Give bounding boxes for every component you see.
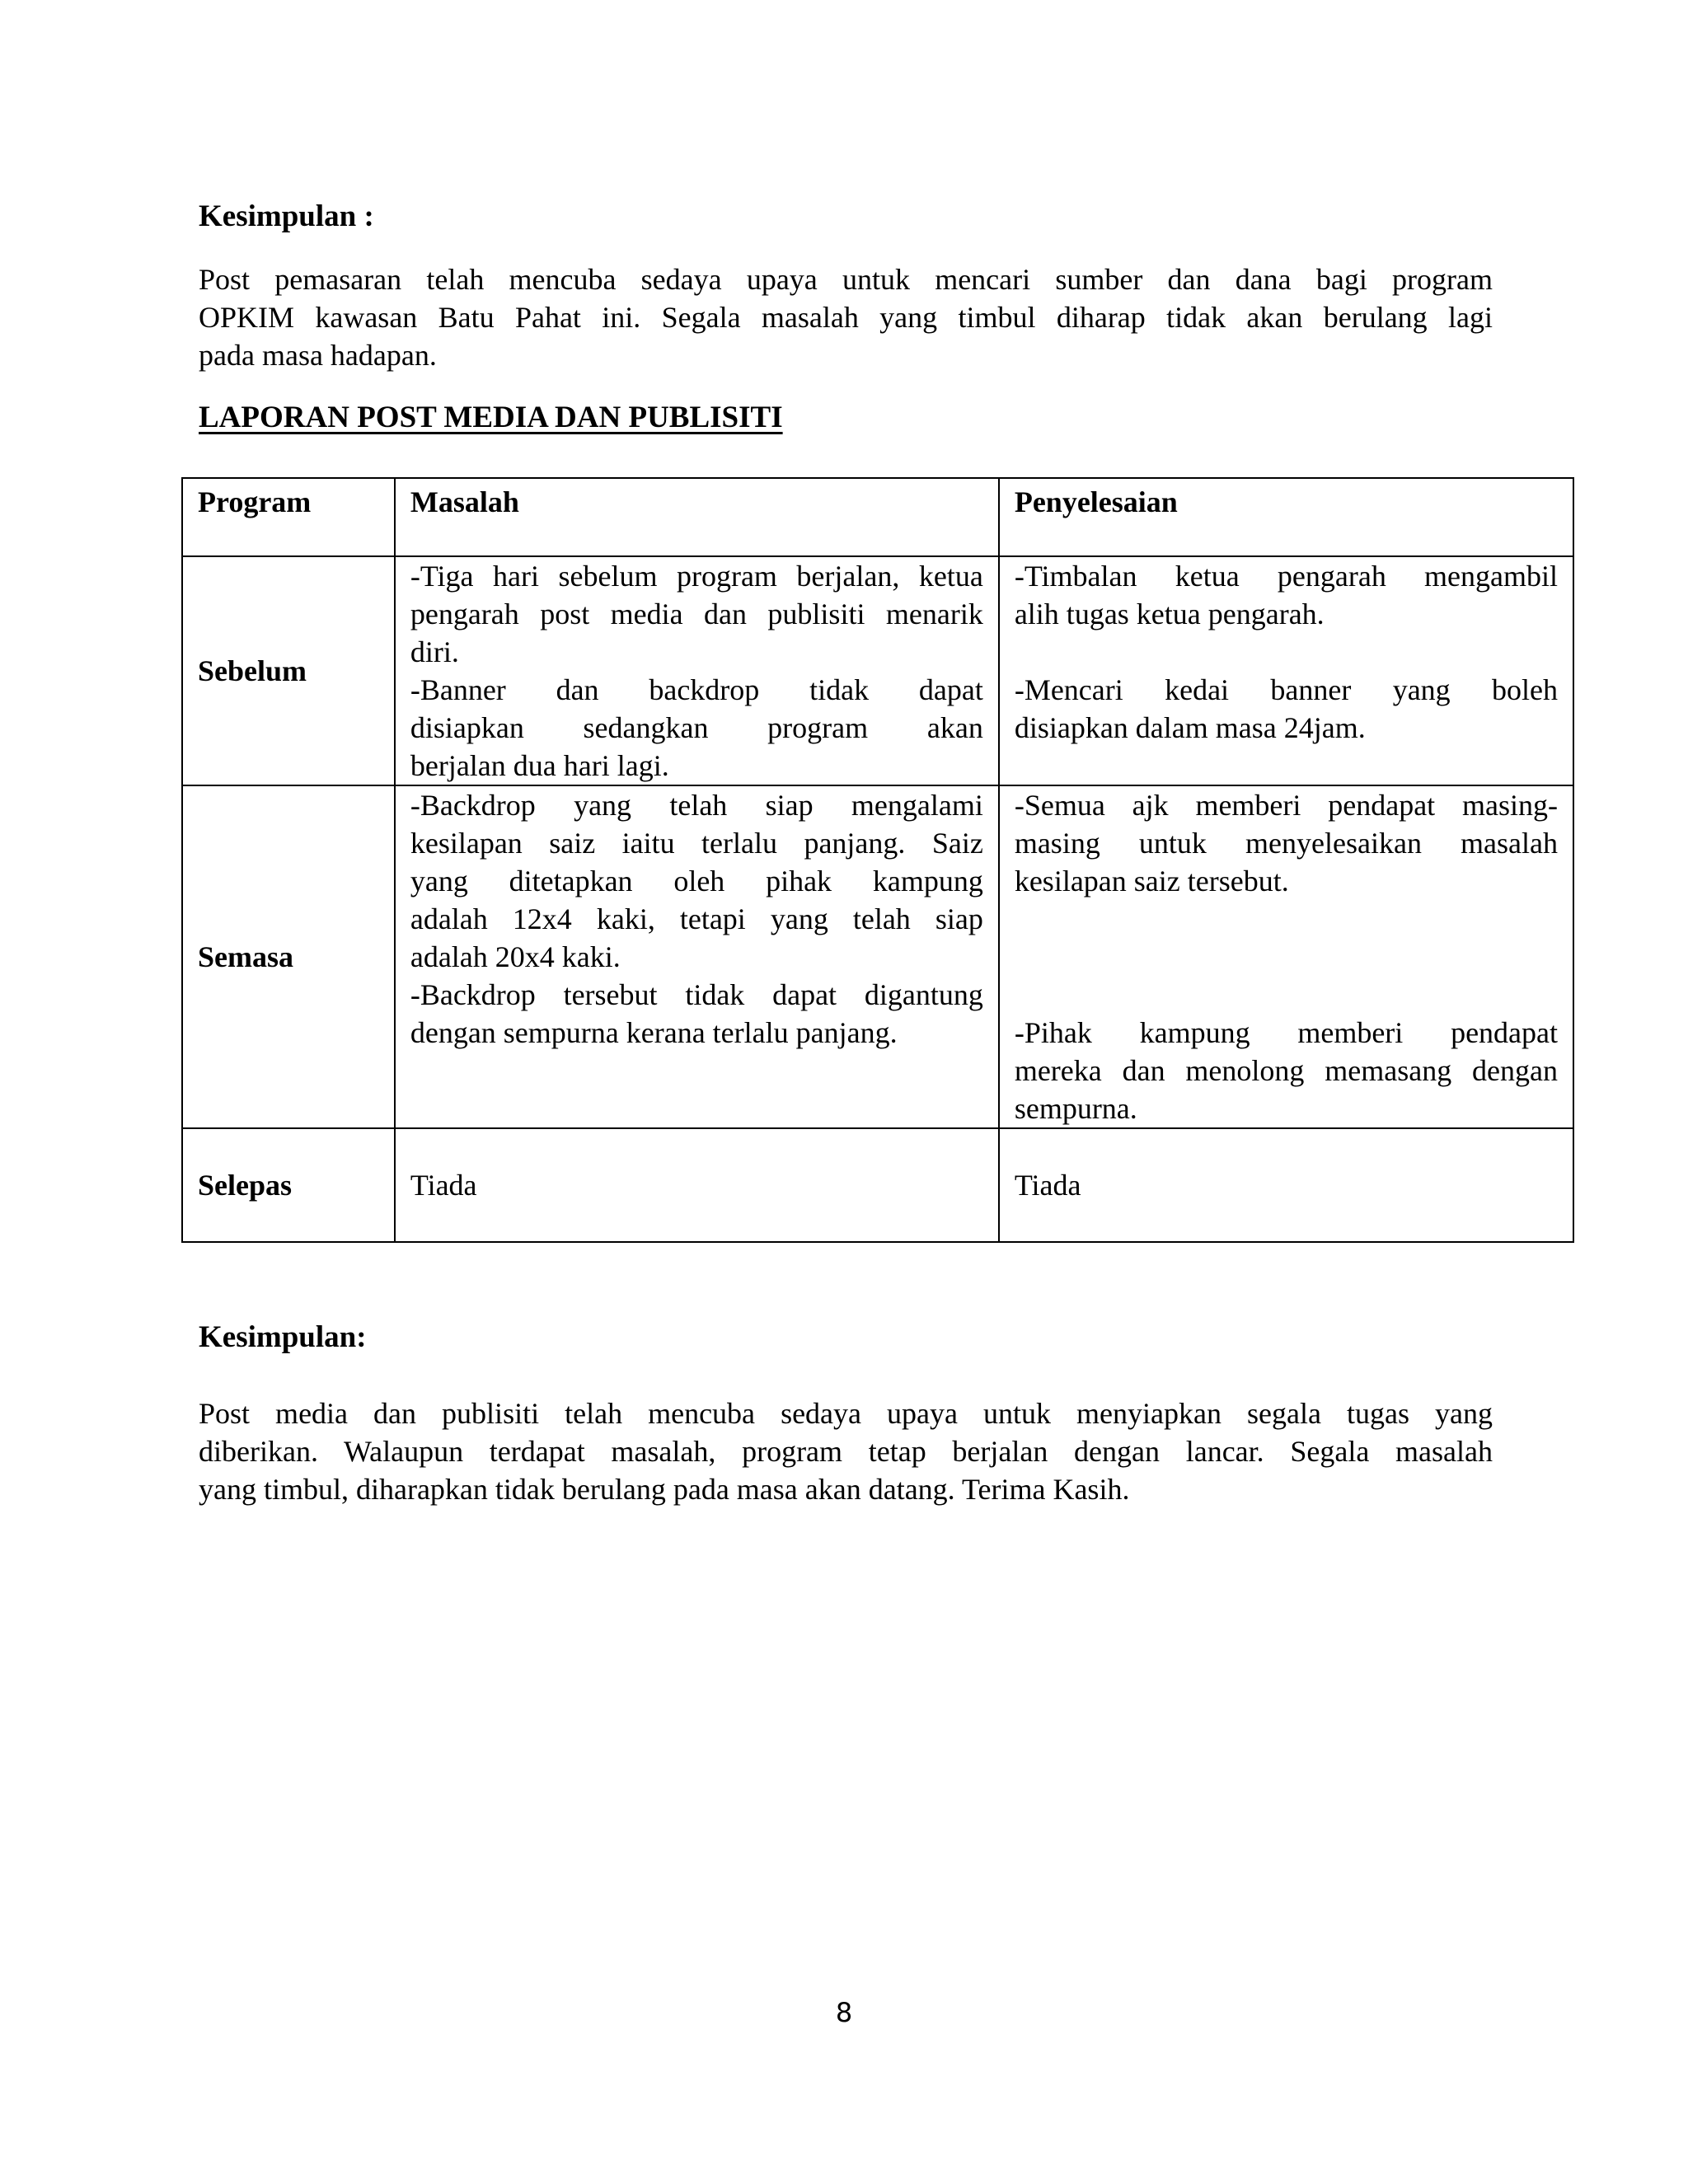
masalah-cell [395, 556, 999, 785]
kesimpulan-paragraph [199, 260, 1493, 374]
penyelesaian-cell: Tiada [999, 1128, 1573, 1242]
masalah-cell: Tiada [395, 1128, 999, 1242]
cell-line: disiapkan dalam masa 24jam. [1014, 711, 1366, 744]
paragraph-line: Post pemasaran telah mencuba sedaya upaya untuk mencari sumber dan dana bagi program [199, 263, 1493, 296]
table-row-semasa [182, 785, 1573, 1128]
cell-line: -Mencari kedai banner yang boleh [1014, 673, 1558, 706]
cell-line: yang ditetapkan oleh pihak kampung [410, 865, 983, 898]
cell-line: dengan sempurna kerana terlalu panjang. [410, 1016, 898, 1049]
report-title: LAPORAN POST MEDIA DAN PUBLISITI [199, 401, 783, 434]
cell-line: -Backdrop yang telah siap mengalami [410, 789, 983, 822]
column-header-penyelesaian: Penyelesaian [999, 478, 1573, 556]
paragraph-line: yang timbul, diharapkan tidak berulang pada masa akan datang. Terima Kasih. [199, 1473, 1130, 1506]
section-heading-kesimpulan: Kesimpulan : [199, 199, 374, 233]
cell-line: adalah 20x4 kaki. [410, 940, 621, 973]
cell-line: pengarah post media dan publisiti menarik [410, 598, 983, 630]
masalah-cell [395, 785, 999, 1128]
table-header-row [182, 478, 1573, 556]
cell-line: -Banner dan backdrop tidak dapat [410, 673, 983, 706]
table-row-selepas [182, 1128, 1573, 1242]
cell-line: disiapkan sedangkan program akan [410, 711, 983, 744]
paragraph-line: OPKIM kawasan Batu Pahat ini. Segala masalah yang timbul diharap tidak akan berulang lagi [199, 301, 1493, 334]
cell-line: kesilapan saiz iaitu terlalu panjang. Saiz [410, 827, 983, 860]
table-row-sebelum [182, 556, 1573, 785]
program-cell: Sebelum [182, 556, 395, 785]
cell-line: diri. [410, 635, 459, 668]
program-cell: Selepas [182, 1128, 395, 1242]
report-table [181, 477, 1574, 1243]
cell-line: adalah 12x4 kaki, tetapi yang telah siap [410, 902, 983, 935]
cell-line: berjalan dua hari lagi. [410, 749, 669, 782]
penyelesaian-cell [999, 556, 1573, 785]
cell-line: -Tiga hari sebelum program berjalan, ketua [410, 560, 983, 593]
paragraph-line: pada masa hadapan. [199, 339, 437, 372]
cell-line: masing untuk menyelesaikan masalah [1014, 827, 1558, 860]
column-header-program: Program [182, 478, 395, 556]
page-number: 8 [835, 1997, 853, 2028]
cell-line: kesilapan saiz tersebut. [1014, 865, 1289, 898]
cell-line: -Timbalan ketua pengarah mengambil [1014, 560, 1558, 593]
cell-line: -Backdrop tersebut tidak dapat digantung [410, 978, 983, 1011]
penyelesaian-cell [999, 785, 1573, 1128]
kesimpulan-paragraph-2 [199, 1394, 1493, 1508]
paragraph-line: Post media dan publisiti telah mencuba sedaya upaya untuk menyiapkan segala tugas yang [199, 1397, 1493, 1430]
column-header-masalah: Masalah [395, 478, 999, 556]
cell-line: -Pihak kampung memberi pendapat [1014, 1016, 1558, 1049]
cell-line: mereka dan menolong memasang dengan [1014, 1054, 1558, 1087]
cell-line: alih tugas ketua pengarah. [1014, 598, 1325, 630]
paragraph-line: diberikan. Walaupun terdapat masalah, program tetap berjalan dengan lancar. Segala masalah [199, 1435, 1493, 1468]
section-heading-kesimpulan-2: Kesimpulan: [199, 1320, 367, 1354]
cell-line: -Semua ajk memberi pendapat masing- [1014, 789, 1558, 822]
cell-line: sempurna. [1014, 1092, 1137, 1125]
program-cell: Semasa [182, 785, 395, 1128]
